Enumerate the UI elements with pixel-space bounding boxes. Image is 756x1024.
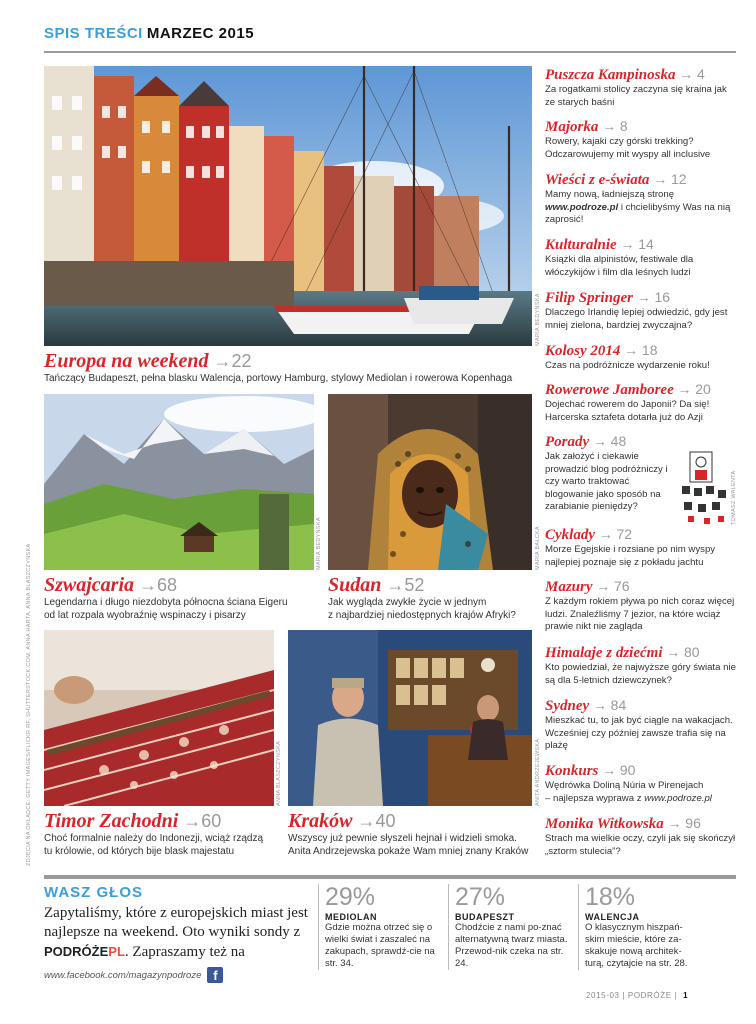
arrow-icon: → bbox=[592, 697, 607, 713]
poll-result-mediolan: 29% MEDIOLAN Gdzie można otrzeć się o wielki świat i zaszaleć na zakupach, sprawdź-cie na str. 34. bbox=[318, 884, 438, 970]
sidebar-item-wiesci[interactable]: Wieści z e-świata → 12 Mamy nową, ładniejszą stronę www.podroze.pl i chcielibyśmy Was na nią zaprosić! bbox=[545, 171, 731, 225]
feature-desc-line: tu królowie, od których bije blask majestatu bbox=[44, 846, 235, 857]
sudan-credit: MARIA BAŁCKA bbox=[535, 526, 541, 570]
sidebar-item-porady[interactable]: Porady → 48 Jak założyć i ciekawie prowadzić blog podróżniczy i czy warto traktować blogowanie jako sposób na zarabianie pieniędzy? bbox=[545, 433, 668, 512]
europa-photo bbox=[44, 66, 532, 346]
arrow-icon: → bbox=[592, 433, 607, 449]
poll-text: Zapytaliśmy, które z europejskich miast jest najlepsze na weekend. Oto wyniki sondy z PODRÓŻEPL. Zapraszamy też na bbox=[44, 905, 308, 960]
sidebar-item-puszcza[interactable]: Puszcza Kampinoska → 4 Za rogatkami stolicy zaczyna się kraina jak ze starych baśni bbox=[545, 66, 727, 108]
feature-szwajcaria[interactable] bbox=[44, 574, 319, 622]
arrow-icon: → bbox=[386, 575, 405, 595]
sidebar-item-witkowska[interactable]: Monika Witkowska → 96 Strach ma wielkie oczy, czyli jak się skończył „sztorm stulecia”? bbox=[545, 815, 736, 857]
poll-result-walencja: 18% WALENCJA O klasycznym hiszpań-skim mieście, które za-skakuje nową architek-turą, czytajcie na str. 28. bbox=[578, 884, 698, 970]
arrow-icon: → bbox=[620, 236, 635, 252]
arrow-icon: → bbox=[624, 342, 639, 358]
europa-credit: MARIA BEDYŃSKA bbox=[535, 293, 541, 346]
header-rule bbox=[44, 51, 736, 53]
feature-title: Szwajcaria →68 bbox=[44, 574, 178, 596]
arrow-icon: → bbox=[602, 762, 617, 778]
website-link[interactable]: www.podroze.pl bbox=[545, 201, 619, 213]
sidebar-item-majorka[interactable]: Majorka → 8 Rowery, kajaki czy górski trekking? Odczarowujemy mit wyspy all inclusive bbox=[545, 118, 711, 160]
sidebar-item-himalaje[interactable]: Himalaje z dziećmi → 80 Kto powiedział, że najwyższe góry świata nie są dla 5-letnich dziewczynek? bbox=[545, 644, 736, 686]
arrow-icon: → bbox=[596, 578, 611, 594]
feature-europa[interactable] bbox=[44, 350, 532, 385]
page-header bbox=[44, 25, 254, 42]
page-footer: 2015-03 | PODRÓŻE | 1 bbox=[586, 991, 689, 1000]
feature-desc-line: Wszyscy już pewnie słyszeli hejnał i widzieli smoka. bbox=[288, 833, 517, 844]
timor-credit: ANNA BLASZCZYNSKA bbox=[276, 740, 282, 806]
feature-desc-line: Choć formalnie należy do Indonezji, wciąż rządzą bbox=[44, 833, 263, 844]
arrow-icon: → bbox=[653, 171, 668, 187]
issue-title: MARZEC 2015 bbox=[146, 25, 255, 42]
szwajcaria-credit: MARIA BEDYŃSKA bbox=[316, 517, 322, 570]
facebook-icon[interactable]: f bbox=[207, 967, 223, 983]
arrow-icon: → bbox=[213, 351, 232, 371]
website-link[interactable]: www.podroze.pl bbox=[644, 792, 712, 804]
porady-credit: TOMASZ WALENTA bbox=[731, 470, 737, 525]
feature-desc-line: Legendarna i długo niezdobyta północna ściana Eigeru bbox=[44, 597, 288, 608]
feature-desc-line: Anita Andrzejewska pokaże Wam mniej znany Kraków bbox=[288, 846, 529, 857]
feature-desc-line: z najbardziej niedostępnych krajów Afryki? bbox=[328, 610, 516, 621]
sudan-photo bbox=[328, 394, 532, 570]
facebook-link[interactable]: www.facebook.com/magazynpodroze f bbox=[44, 967, 308, 983]
timor-photo bbox=[44, 630, 274, 806]
sidebar-item-cyklady[interactable]: Cyklady → 72 Morze Egejskie i rozsiane po nim wyspy najlepiej poznaje się z pokładu jachtu bbox=[545, 526, 716, 568]
poll-heading: WASZ GŁOS bbox=[44, 884, 143, 901]
arrow-icon: → bbox=[679, 66, 694, 82]
sidebar-item-jamboree[interactable]: Rowerowe Jamboree → 20 Dojechać rowerem do Japonii? Da się! Harcerska sztafeta dotarła już do Azji bbox=[545, 381, 711, 423]
feature-desc-line: od lat rozpala wyobraźnię wspinaczy i pisarzy bbox=[44, 610, 246, 621]
szwajcaria-photo bbox=[44, 394, 314, 570]
feature-title: Europa na weekend →22 bbox=[44, 350, 252, 372]
arrow-icon: → bbox=[357, 811, 376, 831]
arrow-icon: → bbox=[183, 811, 202, 831]
arrow-icon: → bbox=[598, 526, 613, 542]
sidebar-item-konkurs[interactable]: Konkurs → 90 Wędrówka Doliną Núria w Pirenejach – najlepsza wyprawa z www.podroze.pl bbox=[545, 762, 712, 804]
sidebar-item-kulturalnie[interactable]: Kulturalnie → 14 Książki dla alpinistów, festiwale dla włóczykijów i film dla leśnych ludzi bbox=[545, 236, 694, 278]
sidebar-item-mazury[interactable]: Mazury → 76 Z każdym rokiem pływa po nich coraz więcej ludzi. Znaleźliśmy 7 jezior, na które wciąż prawie nikt nie zagląda bbox=[545, 578, 735, 632]
arrow-icon: → bbox=[636, 289, 651, 305]
arrow-icon: → bbox=[666, 644, 681, 660]
feature-title: Kraków →40 bbox=[288, 810, 396, 832]
brand-logo: PODRÓŻEPL bbox=[44, 944, 125, 959]
left-photo-credit: ZDJĘCIA NA OKŁADCE: GETTY IMAGES/FLICKR RF, SHUTTERSTOCK.COM, ANNA HARTA, ANNA BLASZCZYNSKA bbox=[26, 543, 32, 866]
page-number: 1 bbox=[683, 991, 689, 1000]
feature-sudan[interactable] bbox=[328, 574, 532, 622]
feature-timor[interactable] bbox=[44, 810, 289, 858]
feature-desc: Tańczący Budapeszt, pełna blasku Walencja, portowy Hamburg, stylowy Mediolan i rowerowa Kopenhaga bbox=[44, 373, 513, 384]
feature-title: Timor Zachodni →60 bbox=[44, 810, 222, 832]
feature-title: Sudan →52 bbox=[328, 574, 425, 596]
krakow-credit: ANITA ANDRZEJEWSKA bbox=[535, 738, 541, 806]
poll-rule bbox=[44, 875, 736, 879]
poll-result-budapeszt: 27% BUDAPESZT Chodźcie z nami po-znać alternatywną twarz miasta. Przewod-nik czeka na str. 24. bbox=[448, 884, 568, 970]
sidebar-item-sydney[interactable]: Sydney → 84 Mieszkać tu, to jak być ciągle na wakacjach. Wcześniej czy później zawsze trafia się na plażę bbox=[545, 697, 733, 751]
porady-illustration bbox=[680, 448, 730, 528]
arrow-icon: → bbox=[667, 815, 682, 831]
feature-krakow[interactable] bbox=[288, 810, 538, 858]
arrow-icon: → bbox=[677, 381, 692, 397]
poll-box bbox=[44, 884, 308, 983]
sidebar-item-kolosy[interactable]: Kolosy 2014 → 18 Czas na podróżnicze wydarzenie roku! bbox=[545, 342, 710, 371]
arrow-icon: → bbox=[602, 118, 617, 134]
sidebar-item-springer[interactable]: Filip Springer → 16 Dlaczego Irlandię lepiej odwiedzić, gdy jest mniej zielona, bardziej zwyczajna? bbox=[545, 289, 728, 331]
feature-desc-line: Jak wygląda zwykłe życie w jednym bbox=[328, 597, 487, 608]
krakow-photo bbox=[288, 630, 532, 806]
arrow-icon: → bbox=[139, 575, 158, 595]
section-title: SPIS TREŚCI bbox=[44, 25, 143, 42]
